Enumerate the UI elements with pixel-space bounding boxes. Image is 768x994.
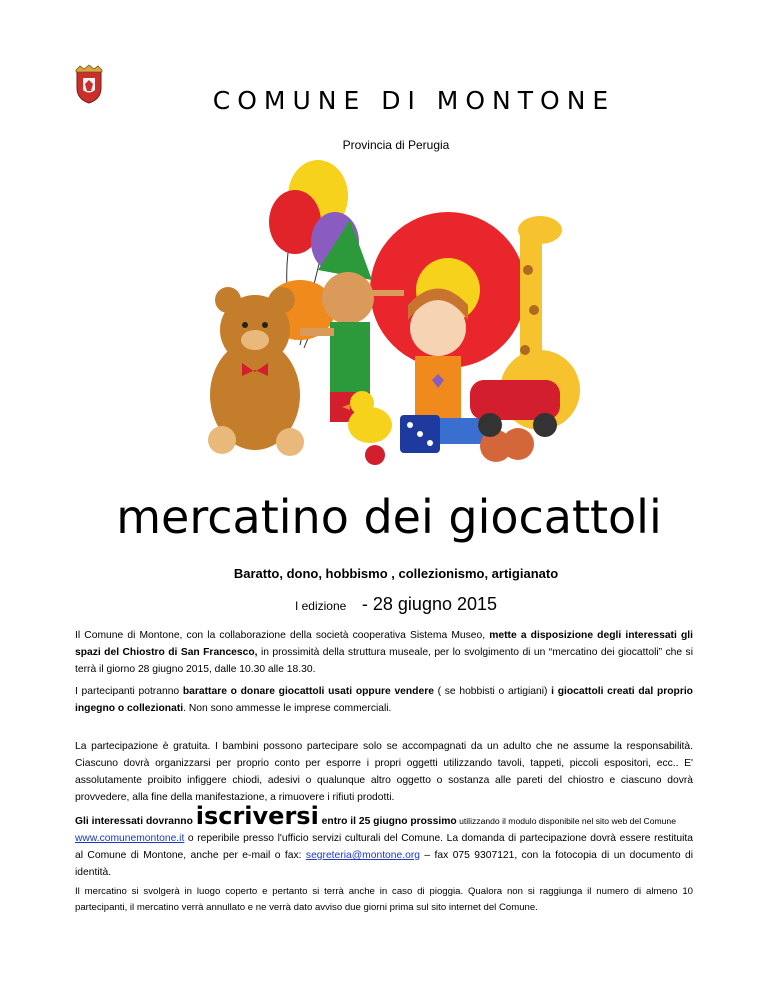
event-tagline: Baratto, dono, hobbismo , collezionismo, artigianato [233,566,559,581]
p2-text-e: . Non sono ammesse le imprese commerciali. [183,703,392,714]
page-title: COMUNE DI MONTONE [212,86,616,115]
p1-text-c: in prossimità della struttura museale, per lo svolgimento di un “mercatino dei giocattoli” che si terrà il giorno 28 giugno 2015, dalle 10.30 alle 18.30. [75,647,693,675]
p2-text-a: I partecipanti potranno [75,686,183,697]
p2-text-c: ( se hobbisti o artigiani) [433,686,552,697]
p4-text-d: utilizzando il modulo disponibile nel sito web del Comune [456,816,676,826]
p4-bold-a: Gli interessati dovranno [75,816,196,827]
paragraph-weather: Il mercatino si svolgerà in luogo coperto e pertanto si terrà anche in caso di pioggia. Qualora non si raggiunga il numero di almeno 10 partecipanti, il mercatino verrà annullato e ne verrà dato avviso due giorni prima sul sito internet del Comune. [75,886,693,913]
event-date: - 28 giugno 2015 [361,594,498,614]
p4-bold-c: entro il 25 giugno prossimo [318,816,457,827]
p4-text-e: o reperibile presso l'ufficio servizi culturali del Comune. La domanda di partecipazione dovrà essere restituita al Comune di Montone, anche per e-mail o fax: [75,833,693,861]
paragraph-intro [75,627,693,678]
toys-illustration [200,160,580,482]
p4-text-f: – fax 075 9307121, con la fotocopia di un documento di identità. [75,850,693,878]
website-link[interactable]: www.comunemontone.it [75,833,185,844]
event-title: mercatino dei giocattoli [116,490,662,544]
p1-bold: mette a disposizione degli interessati gli spazi del Chiostro di San Francesco, [75,630,693,658]
province-subtitle: Provincia di Perugia [342,138,450,152]
register-word: iscriversi [195,802,319,830]
edition-label: I edizione [294,599,347,613]
paragraph-participants [75,683,693,717]
event-edition [0,594,768,615]
p2-bold-b: i giocattoli creati dal proprio ingegno o collezionati [75,686,693,714]
paragraph-registration [75,802,693,881]
p1-text-a: Il Comune di Montone, con la collaborazione della società cooperativa Sistema Museo, [75,630,490,641]
paragraph-rules: La partecipazione è gratuita. I bambini possono partecipare solo se accompagnati da un adulto che ne assume la responsabilità. Ciascuno dovrà organizzarsi per proprio conto per esporre i propri oggetti utilizzando tavoli, tappeti, piccoli espositori, ecc.. E' assolutamente proibito infiggere chiodi, adesivi o qualunque altro oggetto o sostanza alle pareti del chiostro e ciascuno dovrà provvedere, alla fine della manifestazione, a rimuovere i rifiuti prodotti. [75,741,693,803]
blue-die [400,415,440,453]
p2-bold-a: barattare o donare giocattoli usati oppure vendere [182,686,434,697]
email-link[interactable]: segreteria@montone.org [305,850,420,861]
